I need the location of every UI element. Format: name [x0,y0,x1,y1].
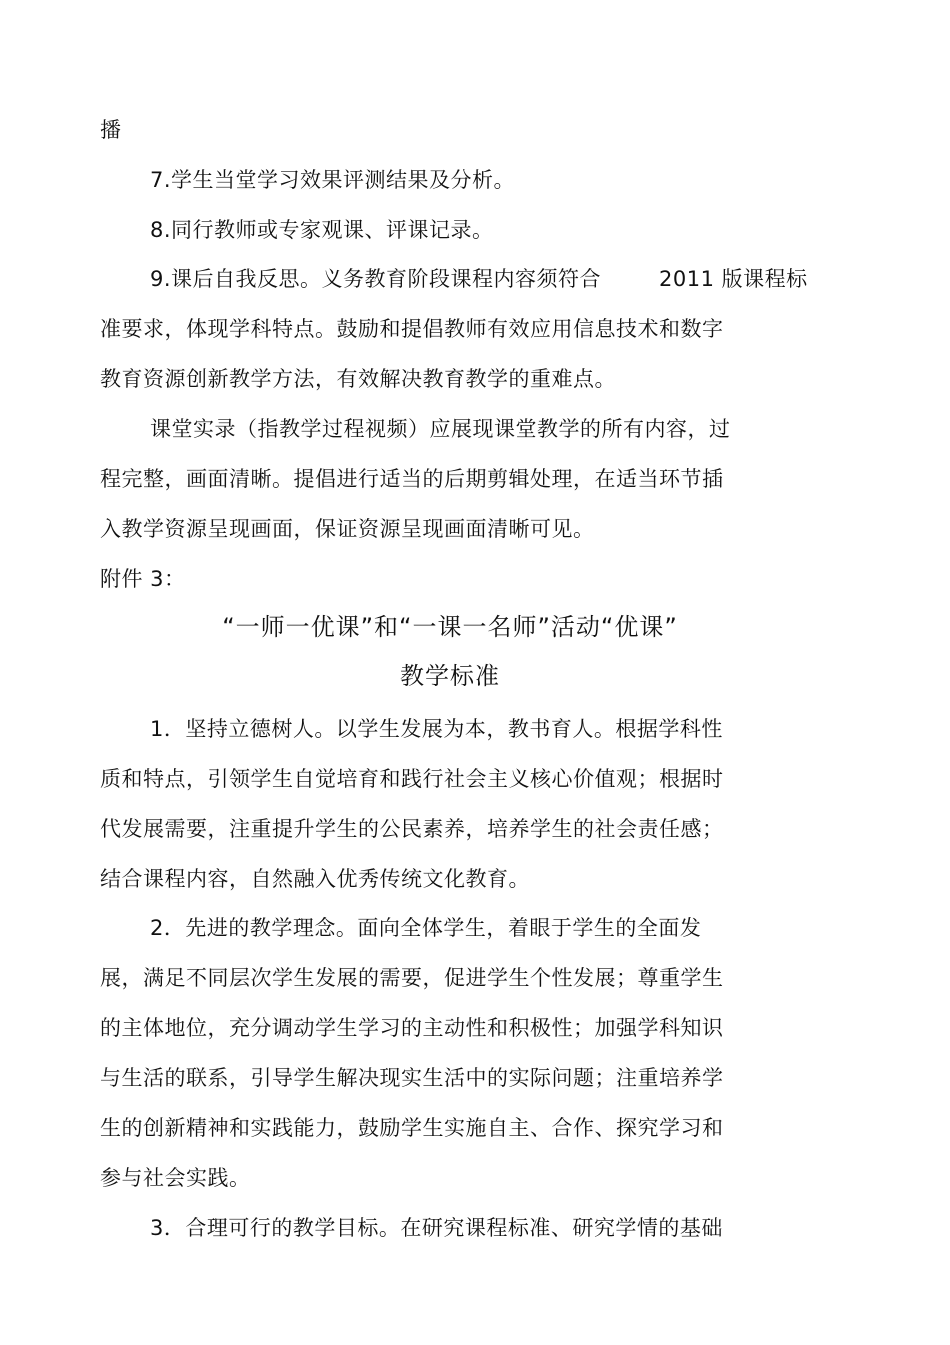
list-item-7: 7.学生当堂学习效果评测结果及分析。 [150,168,516,192]
text-line: 程完整，画面清晰。提倡进行适当的后期剪辑处理，在适当环节插 [100,467,724,491]
list-item-9 [150,265,808,293]
section-subtitle: 教学标准 [400,662,500,690]
text-line: 结合课程内容，自然融入优秀传统文化教育。 [100,867,530,891]
standard-item-2: 2．先进的教学理念。面向全体学生，着眼于学生的全面发 [150,916,702,940]
text-line: 质和特点，引领学生自觉培育和践行社会主义核心价值观；根据时 [100,767,724,791]
standard-item-1: 1．坚持立德树人。以学生发展为本，教书育人。根据学科性 [150,717,723,741]
text-line: 代发展需要，注重提升学生的公民素养，培养学生的社会责任感； [100,817,724,841]
text-line: 入教学资源呈现画面，保证资源呈现画面清晰可见。 [100,517,595,541]
list-item-9-text-tail: 2011 版课程标 [659,267,808,291]
text-line: 参与社会实践。 [100,1166,251,1190]
paragraph-start: 课堂实录（指教学过程视频）应展现课堂教学的所有内容，过 [150,417,731,441]
text-line: 生的创新精神和实践能力，鼓励学生实施自主、合作、探究学习和 [100,1116,724,1140]
attachment-label: 附件 3： [100,567,186,591]
text-line: 与生活的联系，引导学生解决现实生活中的实际问题；注重培养学 [100,1066,724,1090]
list-item-8: 8.同行教师或专家观课、评课记录。 [150,218,494,242]
list-item-9-text: 9.课后自我反思。义务教育阶段课程内容须符合 [150,267,602,291]
text-line: 的主体地位，充分调动学生学习的主动性和积极性；加强学科知识 [100,1016,724,1040]
text-line: 播 [100,118,122,142]
text-line: 准要求，体现学科特点。鼓励和提倡教师有效应用信息技术和数字 [100,317,724,341]
text-line: 展，满足不同层次学生发展的需要，促进学生个性发展；尊重学生 [100,966,724,990]
standard-item-3: 3．合理可行的教学目标。在研究课程标准、研究学情的基础 [150,1216,723,1240]
section-title: “一师一优课”和“一课一名师”活动“优课” [222,613,678,641]
text-line: 教育资源创新教学方法，有效解决教育教学的重难点。 [100,367,616,391]
